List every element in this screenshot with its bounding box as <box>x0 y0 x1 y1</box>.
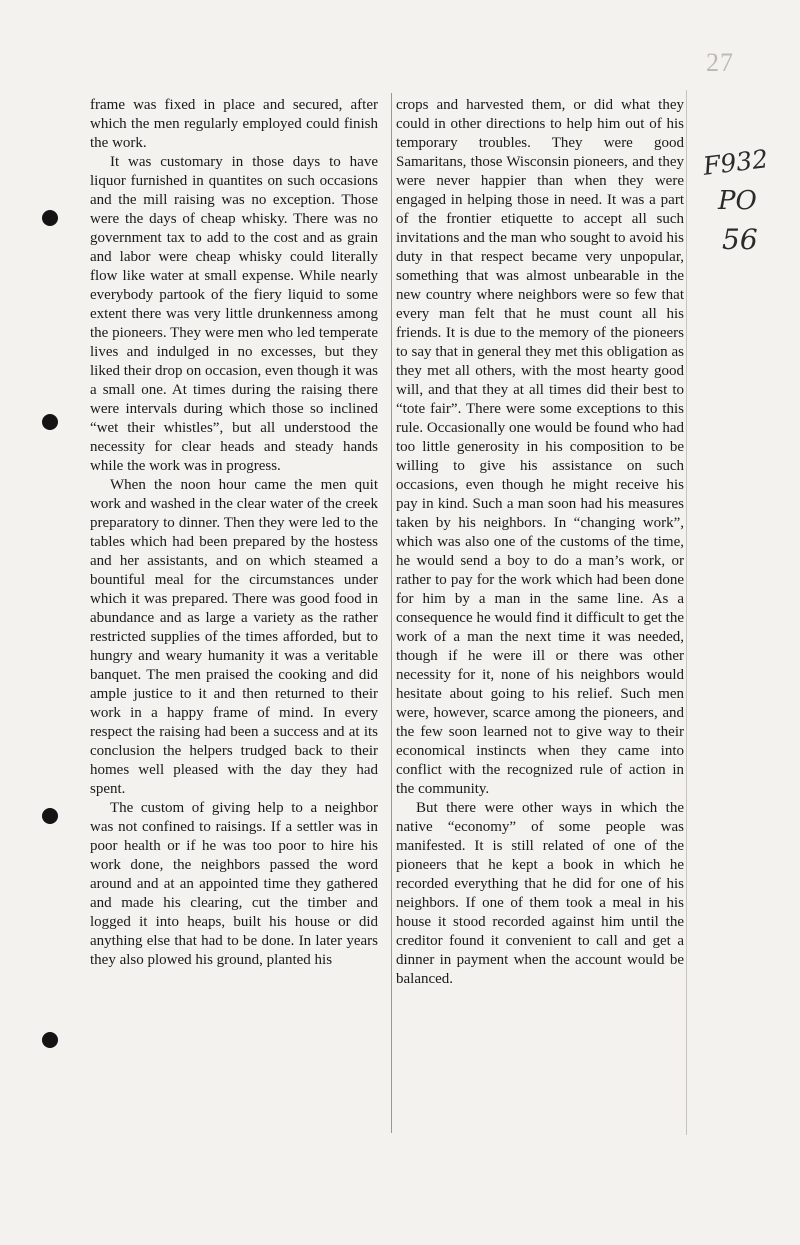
left-paragraph-2: It was customary in those days to have liquor furnished in quantites on such occasions and the mill raising was no exception. Those were the days of cheap whisky. There was no government tax to add to the cost and as grain and labor were cheap whisky could literally flow like water at small expense. While nearly everybody partook of the fiery liquid to some extent there was very little drunkenness among the pioneers. They were men who led temperate lives and indulged in no excesses, but they liked their drop on occasion, even though it was a small one. At times during the raising there were intervals during which those so inclined “wet their whistles”, but all understood the necessity for clear heads and steady hands while the work was in progress. <box>90 154 378 474</box>
binder-hole-4 <box>42 1032 58 1048</box>
handwritten-dept: PO <box>718 186 757 216</box>
left-paragraph-3: When the noon hour came the men quit work and washed in the clear water of the creek preparatory to dinner. Then they were led to the tables which had been prepared by the hostess and her assistants, and on which steamed a bountiful meal for the circumstances under which it was prepared. There was good food in abundance and as large a variety as the rather restricted supplies of the times afforded, but to hungry and weary humanity it was a veritable banquet. The men praised the cooking and did ample justice to it and then returned to their work in a happy frame of mind. In every respect the raising had been a success and at its conclusion the helpers trudged back to their homes well pleased with the day they had spent. <box>90 477 378 797</box>
binder-hole-3 <box>42 808 58 824</box>
clipping-edge <box>686 90 687 1135</box>
right-column <box>396 96 684 989</box>
handwritten-number: 56 <box>722 223 758 256</box>
binder-hole-2 <box>42 414 58 430</box>
left-paragraph-1: frame was fixed in place and secured, after which the men regularly employed could finish the work. <box>90 97 378 151</box>
handwritten-code: F932 <box>701 144 770 181</box>
right-paragraph-1: crops and harvested them, or did what they could in other directions to help him out of his temporary troubles. They were good Samaritans, those Wisconsin pioneers, and they were never happier than when they were engaged in helping those in need. It was a part of the frontier etiquette to accept all such invitations and the man who sought to avoid his duty in that respect became very unpopular, something that was almost unbearable in the new country where neighbors were so few that every man felt that he must count all his friends. It is due to the memory of the pioneers to say that in general they met this obligation as they met all others, with the most hearty good will, and that they at all times did their best to “tote fair”. There were some exceptions to this rule. Occasionally one would be found who had too little generosity in his composition to be willing to give his assistance on such occasions, even though he might receive his pay in kind. Such a man soon had his measures taken by his neighbors. In “changing work”, which was also one of the customs of the time, he would send a boy to do a man’s work, or rather to pay for the work which had been done for him by a man in the same line. As a consequence he would find it difficult to get the work of a man the next time it was needed, though if he were ill or there was other necessity for it, none of his neighbors would hesitate about going to his relief. Such men were, however, scarce among the pioneers, and the few soon learned not to give way to their economical instincts when they came into conflict with the recognized rule of action in the community. <box>396 97 684 797</box>
column-divider <box>391 93 392 1133</box>
right-paragraph-2: But there were other ways in which the native “economy” of some people was manifested. It is still related of one of the pioneers that he kept a book in which he recorded everything that he did for one of his neighbors. If one of them took a meal in his house it stood recorded against him until the creditor found it convenient to call and get a dinner in payment when the account would be balanced. <box>396 800 684 987</box>
left-column <box>90 96 378 970</box>
page-number: 27 <box>706 48 734 77</box>
binder-hole-1 <box>42 210 58 226</box>
left-paragraph-4: The custom of giving help to a neighbor was not confined to raisings. If a settler was in poor health or if he was too poor to hire his work done, the neighbors passed the word around and at an appointed time they gathered and made his clearing, cut the timber and logged it into heaps, built his house or did anything else that had to be done. In later years they also plowed his ground, planted his <box>90 800 378 968</box>
